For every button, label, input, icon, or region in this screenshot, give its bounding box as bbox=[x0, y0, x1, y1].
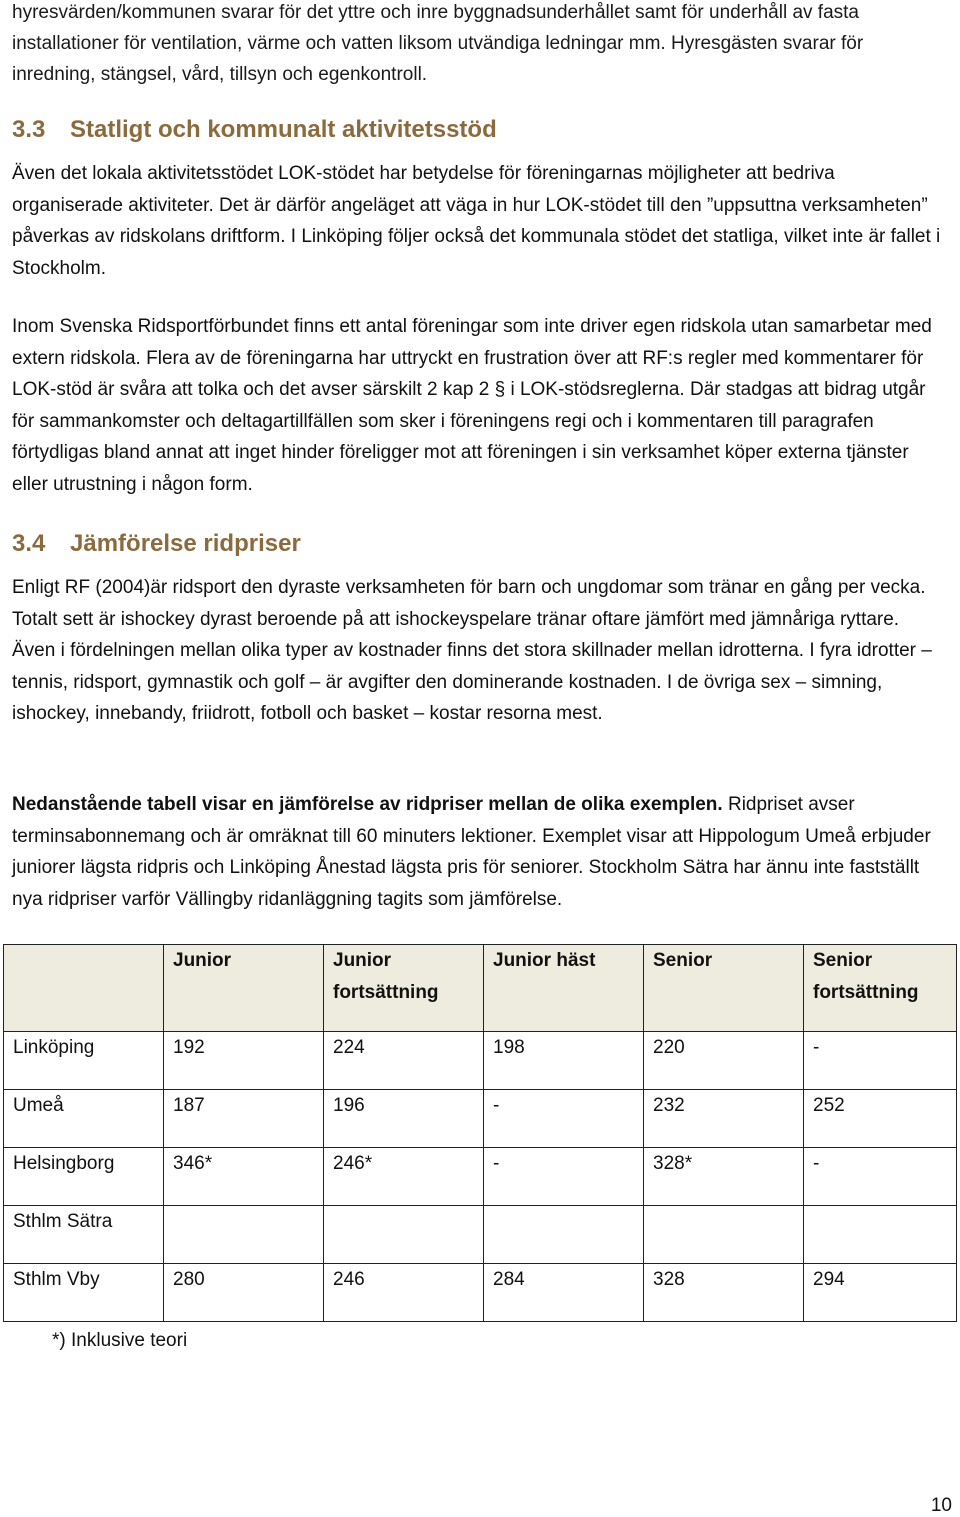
table-header-row bbox=[4, 945, 957, 1032]
table-cell: 187 bbox=[164, 1090, 324, 1148]
table-cell: 294 bbox=[804, 1264, 957, 1322]
table-cell: 328 bbox=[644, 1264, 804, 1322]
header-cell-senior-fortsattning: Senior fortsättning bbox=[804, 945, 957, 1032]
row-label: Helsingborg bbox=[4, 1148, 164, 1206]
table-cell: 246 bbox=[324, 1264, 484, 1322]
table-cell: 198 bbox=[484, 1032, 644, 1090]
section-heading-3-3 bbox=[12, 116, 497, 144]
header-cell-junior-fortsattning: Junior fortsättning bbox=[324, 945, 484, 1032]
table-cell: 220 bbox=[644, 1032, 804, 1090]
table-cell bbox=[324, 1206, 484, 1264]
row-label: Sthlm Vby bbox=[4, 1264, 164, 1322]
table-cell: - bbox=[484, 1148, 644, 1206]
table-cell: 346* bbox=[164, 1148, 324, 1206]
header-cell-junior-hast: Junior häst bbox=[484, 945, 644, 1032]
price-comparison-table bbox=[3, 944, 957, 1322]
table-cell: 252 bbox=[804, 1090, 957, 1148]
table-cell bbox=[484, 1206, 644, 1264]
table-cell: 224 bbox=[324, 1032, 484, 1090]
bold-lead-sentence: Nedanstående tabell visar en jämförelse av ridpriser mellan de olika exemplen. bbox=[12, 794, 723, 815]
paragraph-ridsportforbundet: Inom Svenska Ridsportförbundet finns ett antal föreningar som inte driver egen ridskola utan samarbetar med extern ridskola. Flera av de föreningarna har uttryckt en frustration över att RF:s regler med kommentarer för LOK-stöd är svåra att tolka och det avser särskilt 2 kap 2 § i LOK-stödsreglerna. Där stadgas att bidrag utgår för sammankomster och deltagartillfällen som sker i föreningens regi och i kommentaren till paragrafen förtydligas bland annat att inget hinder föreligger mot att föreningen i sin verksamhet köper externa tjänster eller utrustning i någon form. bbox=[12, 316, 932, 495]
table-cell: 232 bbox=[644, 1090, 804, 1148]
table-cell: - bbox=[804, 1032, 957, 1090]
table-row bbox=[4, 1090, 957, 1148]
row-label: Sthlm Sätra bbox=[4, 1206, 164, 1264]
table-cell bbox=[644, 1206, 804, 1264]
table-row bbox=[4, 1264, 957, 1322]
paragraph-table-intro bbox=[12, 789, 947, 915]
table-cell: 246* bbox=[324, 1148, 484, 1206]
paragraph-lok-stod: Även det lokala aktivitetsstödet LOK-stödet har betydelse för föreningarnas möjligheter att bedriva organiserade aktiviteter. Det är därför angeläget att väga in hur LOK-stödet till den ”uppsuttna verksamheten” påverkas av ridskolans driftform. I Linköping följer också det kommunala stödet det statliga, vilket inte är fallet i Stockholm. bbox=[12, 163, 941, 279]
page-number: 10 bbox=[930, 1495, 952, 1516]
table-row bbox=[4, 1032, 957, 1090]
header-cell-junior: Junior bbox=[164, 945, 324, 1032]
table-cell bbox=[804, 1206, 957, 1264]
section-heading-3-4 bbox=[12, 530, 301, 558]
table-cell: 284 bbox=[484, 1264, 644, 1322]
intro-paragraph: hyresvärden/kommunen svarar för det yttre och inre byggnadsunderhållet samt för underhåll av fasta installationer för ventilation, värme och vatten liksom utvändiga ledningar mm. Hyresgästen svarar för inredning, stängsel, vård, tillsyn och egenkontroll. bbox=[12, 2, 864, 85]
section-title: Jämförelse ridpriser bbox=[70, 530, 301, 557]
table-footnote: *) Inklusive teori bbox=[52, 1330, 188, 1351]
table-cell: 328* bbox=[644, 1148, 804, 1206]
table-cell bbox=[164, 1206, 324, 1264]
section-number: 3.4 bbox=[12, 530, 46, 557]
table-cell: 280 bbox=[164, 1264, 324, 1322]
paragraph-rf-2004: Enligt RF (2004)är ridsport den dyraste verksamheten för barn och ungdomar som tränar en gång per vecka. Totalt sett är ishockey dyrast beroende på att ishockeyspelare tränar oftare jämfört med jämnåriga ryttare. Även i fördelningen mellan olika typer av kostnader finns det stora skillnader mellan idrotterna. I fyra idrotter – tennis, ridsport, gymnastik och golf – är avgifter den dominerande kostnaden. I de övriga sex – simning, ishockey, innebandy, friidrott, fotboll och basket – kostar resorna mest. bbox=[12, 577, 932, 724]
section-number: 3.3 bbox=[12, 116, 46, 143]
paragraph-rest: Ridpriset avser terminsabonnemang och är omräknat till 60 minuters lektioner. Exemplet visar att Hippologum Umeå erbjuder juniorer lägsta ridpris och Linköping Ånestad lägsta pris för seniorer. Stockholm Sätra har ännu inte fastställt nya ridpriser varför Vällingby ridanläggning tagits som jämförelse. bbox=[12, 794, 931, 910]
section-title: Statligt och kommunalt aktivitetsstöd bbox=[70, 116, 497, 143]
table-cell: 196 bbox=[324, 1090, 484, 1148]
table-row bbox=[4, 1148, 957, 1206]
row-label: Umeå bbox=[4, 1090, 164, 1148]
header-cell-senior: Senior bbox=[644, 945, 804, 1032]
table-cell: - bbox=[484, 1090, 644, 1148]
table-row bbox=[4, 1206, 957, 1264]
header-cell-empty bbox=[4, 945, 164, 1032]
row-label: Linköping bbox=[4, 1032, 164, 1090]
table-cell: 192 bbox=[164, 1032, 324, 1090]
table-cell: - bbox=[804, 1148, 957, 1206]
